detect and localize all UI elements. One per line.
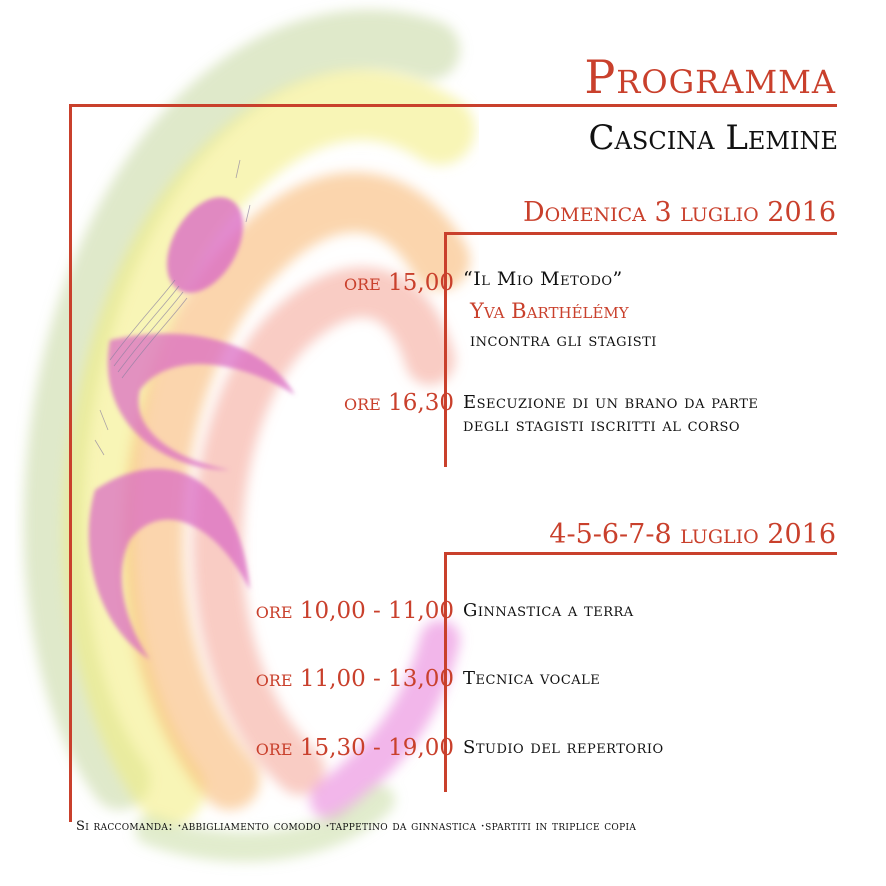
day1-item1-person: Yva Barthélémy (470, 299, 629, 323)
day1-heading: Domenica 3 luglio 2016 (522, 197, 836, 228)
day1-top-line (444, 232, 837, 235)
day1-item1-time: ore 15,00 (344, 270, 454, 296)
frame-top-line (69, 104, 837, 107)
day2-heading: 4-5-6-7-8 luglio 2016 (549, 519, 836, 550)
day2-item3-time: ore 15,30 - 19,00 (255, 735, 454, 761)
frame-left-line (69, 104, 72, 822)
day1-item1-text: incontra gli stagisti (470, 330, 657, 351)
page-subtitle: Cascina Lemine (588, 118, 838, 158)
day1-item1-title: “Il Mio Metodo” (463, 268, 623, 290)
day2-item2-activity: Tecnica vocale (463, 668, 601, 689)
day1-item2-time: ore 16,30 (344, 390, 454, 416)
day2-item2-time: ore 11,00 - 13,00 (255, 666, 454, 692)
day2-item1-time: ore 10,00 - 11,00 (255, 598, 454, 624)
day2-item3-activity: Studio del repertorio (463, 737, 664, 758)
day1-item2-line2: degli stagisti iscritti al corso (463, 415, 741, 436)
page-title: Programma (584, 50, 836, 104)
day2-top-line (444, 552, 837, 555)
day1-item2-line1: Esecuzione di un brano da parte (463, 392, 759, 413)
day2-item1-activity: Ginnastica a terra (463, 600, 634, 621)
day1-left-line (444, 232, 447, 467)
footer-note: Si raccomanda: ·abbigliamento comodo ·tappetino da ginnastica ·spartiti in triplice copia (76, 819, 637, 834)
